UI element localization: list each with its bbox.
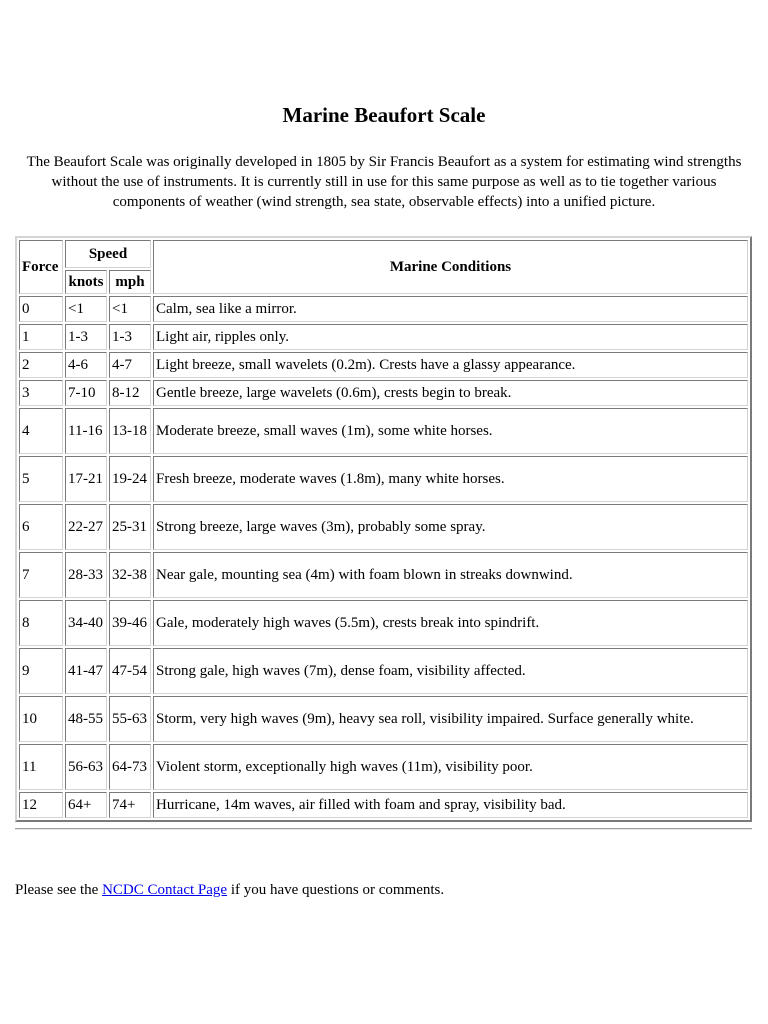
table-row bbox=[19, 696, 748, 742]
table-row bbox=[19, 456, 748, 502]
force-cell: 3 bbox=[19, 380, 63, 406]
mph-cell: 55-63 bbox=[109, 696, 151, 742]
conditions-cell: Light breeze, small wavelets (0.2m). Crests have a glassy appearance. bbox=[153, 352, 748, 378]
knots-cell: 64+ bbox=[65, 792, 107, 818]
mph-cell: 19-24 bbox=[109, 456, 151, 502]
ncdc-contact-link[interactable]: NCDC Contact Page bbox=[102, 882, 228, 898]
table-row bbox=[19, 408, 748, 454]
knots-cell: 41-47 bbox=[65, 648, 107, 694]
knots-cell: 34-40 bbox=[65, 600, 107, 646]
conditions-cell: Hurricane, 14m waves, air filled with foam and spray, visibility bad. bbox=[153, 792, 748, 818]
table-row bbox=[19, 380, 748, 406]
mph-cell: 8-12 bbox=[109, 380, 151, 406]
knots-cell: 4-6 bbox=[65, 352, 107, 378]
knots-cell: 56-63 bbox=[65, 744, 107, 790]
force-cell: 11 bbox=[19, 744, 63, 790]
table-row bbox=[19, 296, 748, 322]
conditions-cell: Gentle breeze, large wavelets (0.6m), crests begin to break. bbox=[153, 380, 748, 406]
force-cell: 6 bbox=[19, 504, 63, 550]
page-title: Marine Beaufort Scale bbox=[282, 103, 486, 127]
force-cell: 0 bbox=[19, 296, 63, 322]
mph-cell: 64-73 bbox=[109, 744, 151, 790]
conditions-cell: Near gale, mounting sea (4m) with foam blown in streaks downwind. bbox=[153, 552, 748, 598]
marine-conditions-header: Marine Conditions bbox=[153, 240, 748, 294]
table-row bbox=[19, 552, 748, 598]
knots-cell: 7-10 bbox=[65, 380, 107, 406]
conditions-cell: Fresh breeze, moderate waves (1.8m), many white horses. bbox=[153, 456, 748, 502]
knots-cell: <1 bbox=[65, 296, 107, 322]
knots-cell: 17-21 bbox=[65, 456, 107, 502]
conditions-cell: Calm, sea like a mirror. bbox=[153, 296, 748, 322]
force-cell: 7 bbox=[19, 552, 63, 598]
table-row bbox=[19, 648, 748, 694]
conditions-cell: Strong gale, high waves (7m), dense foam, visibility affected. bbox=[153, 648, 748, 694]
conditions-cell: Violent storm, exceptionally high waves (11m), visibility poor. bbox=[153, 744, 748, 790]
mph-cell: 74+ bbox=[109, 792, 151, 818]
footer-prefix: Please see the bbox=[15, 882, 103, 898]
table-header-row bbox=[19, 240, 748, 268]
knots-cell: 48-55 bbox=[65, 696, 107, 742]
force-cell: 9 bbox=[19, 648, 63, 694]
mph-cell: 47-54 bbox=[109, 648, 151, 694]
force-header: Force bbox=[19, 240, 63, 294]
conditions-cell: Moderate breeze, small waves (1m), some white horses. bbox=[153, 408, 748, 454]
mph-cell: 13-18 bbox=[109, 408, 151, 454]
table-row bbox=[19, 600, 748, 646]
conditions-cell: Gale, moderately high waves (5.5m), crests break into spindrift. bbox=[153, 600, 748, 646]
mph-cell: 25-31 bbox=[109, 504, 151, 550]
footer-text bbox=[15, 880, 752, 900]
conditions-cell: Strong breeze, large waves (3m), probably some spray. bbox=[153, 504, 748, 550]
mph-cell: 4-7 bbox=[109, 352, 151, 378]
table-row bbox=[19, 352, 748, 378]
intro-paragraph: The Beaufort Scale was originally developed in 1805 by Sir Francis Beaufort as a system for estimating wind strengths without the use of instruments. It is currently still in use for this same purpose as well as to tie together various components of weather (wind strength, sea state, observable effects) into a unified picture. bbox=[26, 154, 742, 210]
force-cell: 10 bbox=[19, 696, 63, 742]
knots-header: knots bbox=[65, 270, 107, 294]
mph-cell: 39-46 bbox=[109, 600, 151, 646]
mph-cell: <1 bbox=[109, 296, 151, 322]
footer-suffix: if you have questions or comments. bbox=[227, 882, 445, 898]
table-row bbox=[19, 324, 748, 350]
beaufort-table bbox=[15, 236, 752, 822]
conditions-cell: Light air, ripples only. bbox=[153, 324, 748, 350]
horizontal-divider bbox=[15, 828, 752, 830]
mph-header: mph bbox=[109, 270, 151, 294]
force-cell: 4 bbox=[19, 408, 63, 454]
table-row bbox=[19, 744, 748, 790]
force-cell: 8 bbox=[19, 600, 63, 646]
force-cell: 1 bbox=[19, 324, 63, 350]
beaufort-table-container bbox=[15, 236, 752, 822]
table-row bbox=[19, 504, 748, 550]
knots-cell: 22-27 bbox=[65, 504, 107, 550]
mph-cell: 32-38 bbox=[109, 552, 151, 598]
speed-header: Speed bbox=[65, 240, 151, 268]
knots-cell: 1-3 bbox=[65, 324, 107, 350]
mph-cell: 1-3 bbox=[109, 324, 151, 350]
conditions-cell: Storm, very high waves (9m), heavy sea roll, visibility impaired. Surface generally white. bbox=[153, 696, 748, 742]
table-row bbox=[19, 792, 748, 818]
knots-cell: 11-16 bbox=[65, 408, 107, 454]
knots-cell: 28-33 bbox=[65, 552, 107, 598]
force-cell: 2 bbox=[19, 352, 63, 378]
force-cell: 12 bbox=[19, 792, 63, 818]
force-cell: 5 bbox=[19, 456, 63, 502]
